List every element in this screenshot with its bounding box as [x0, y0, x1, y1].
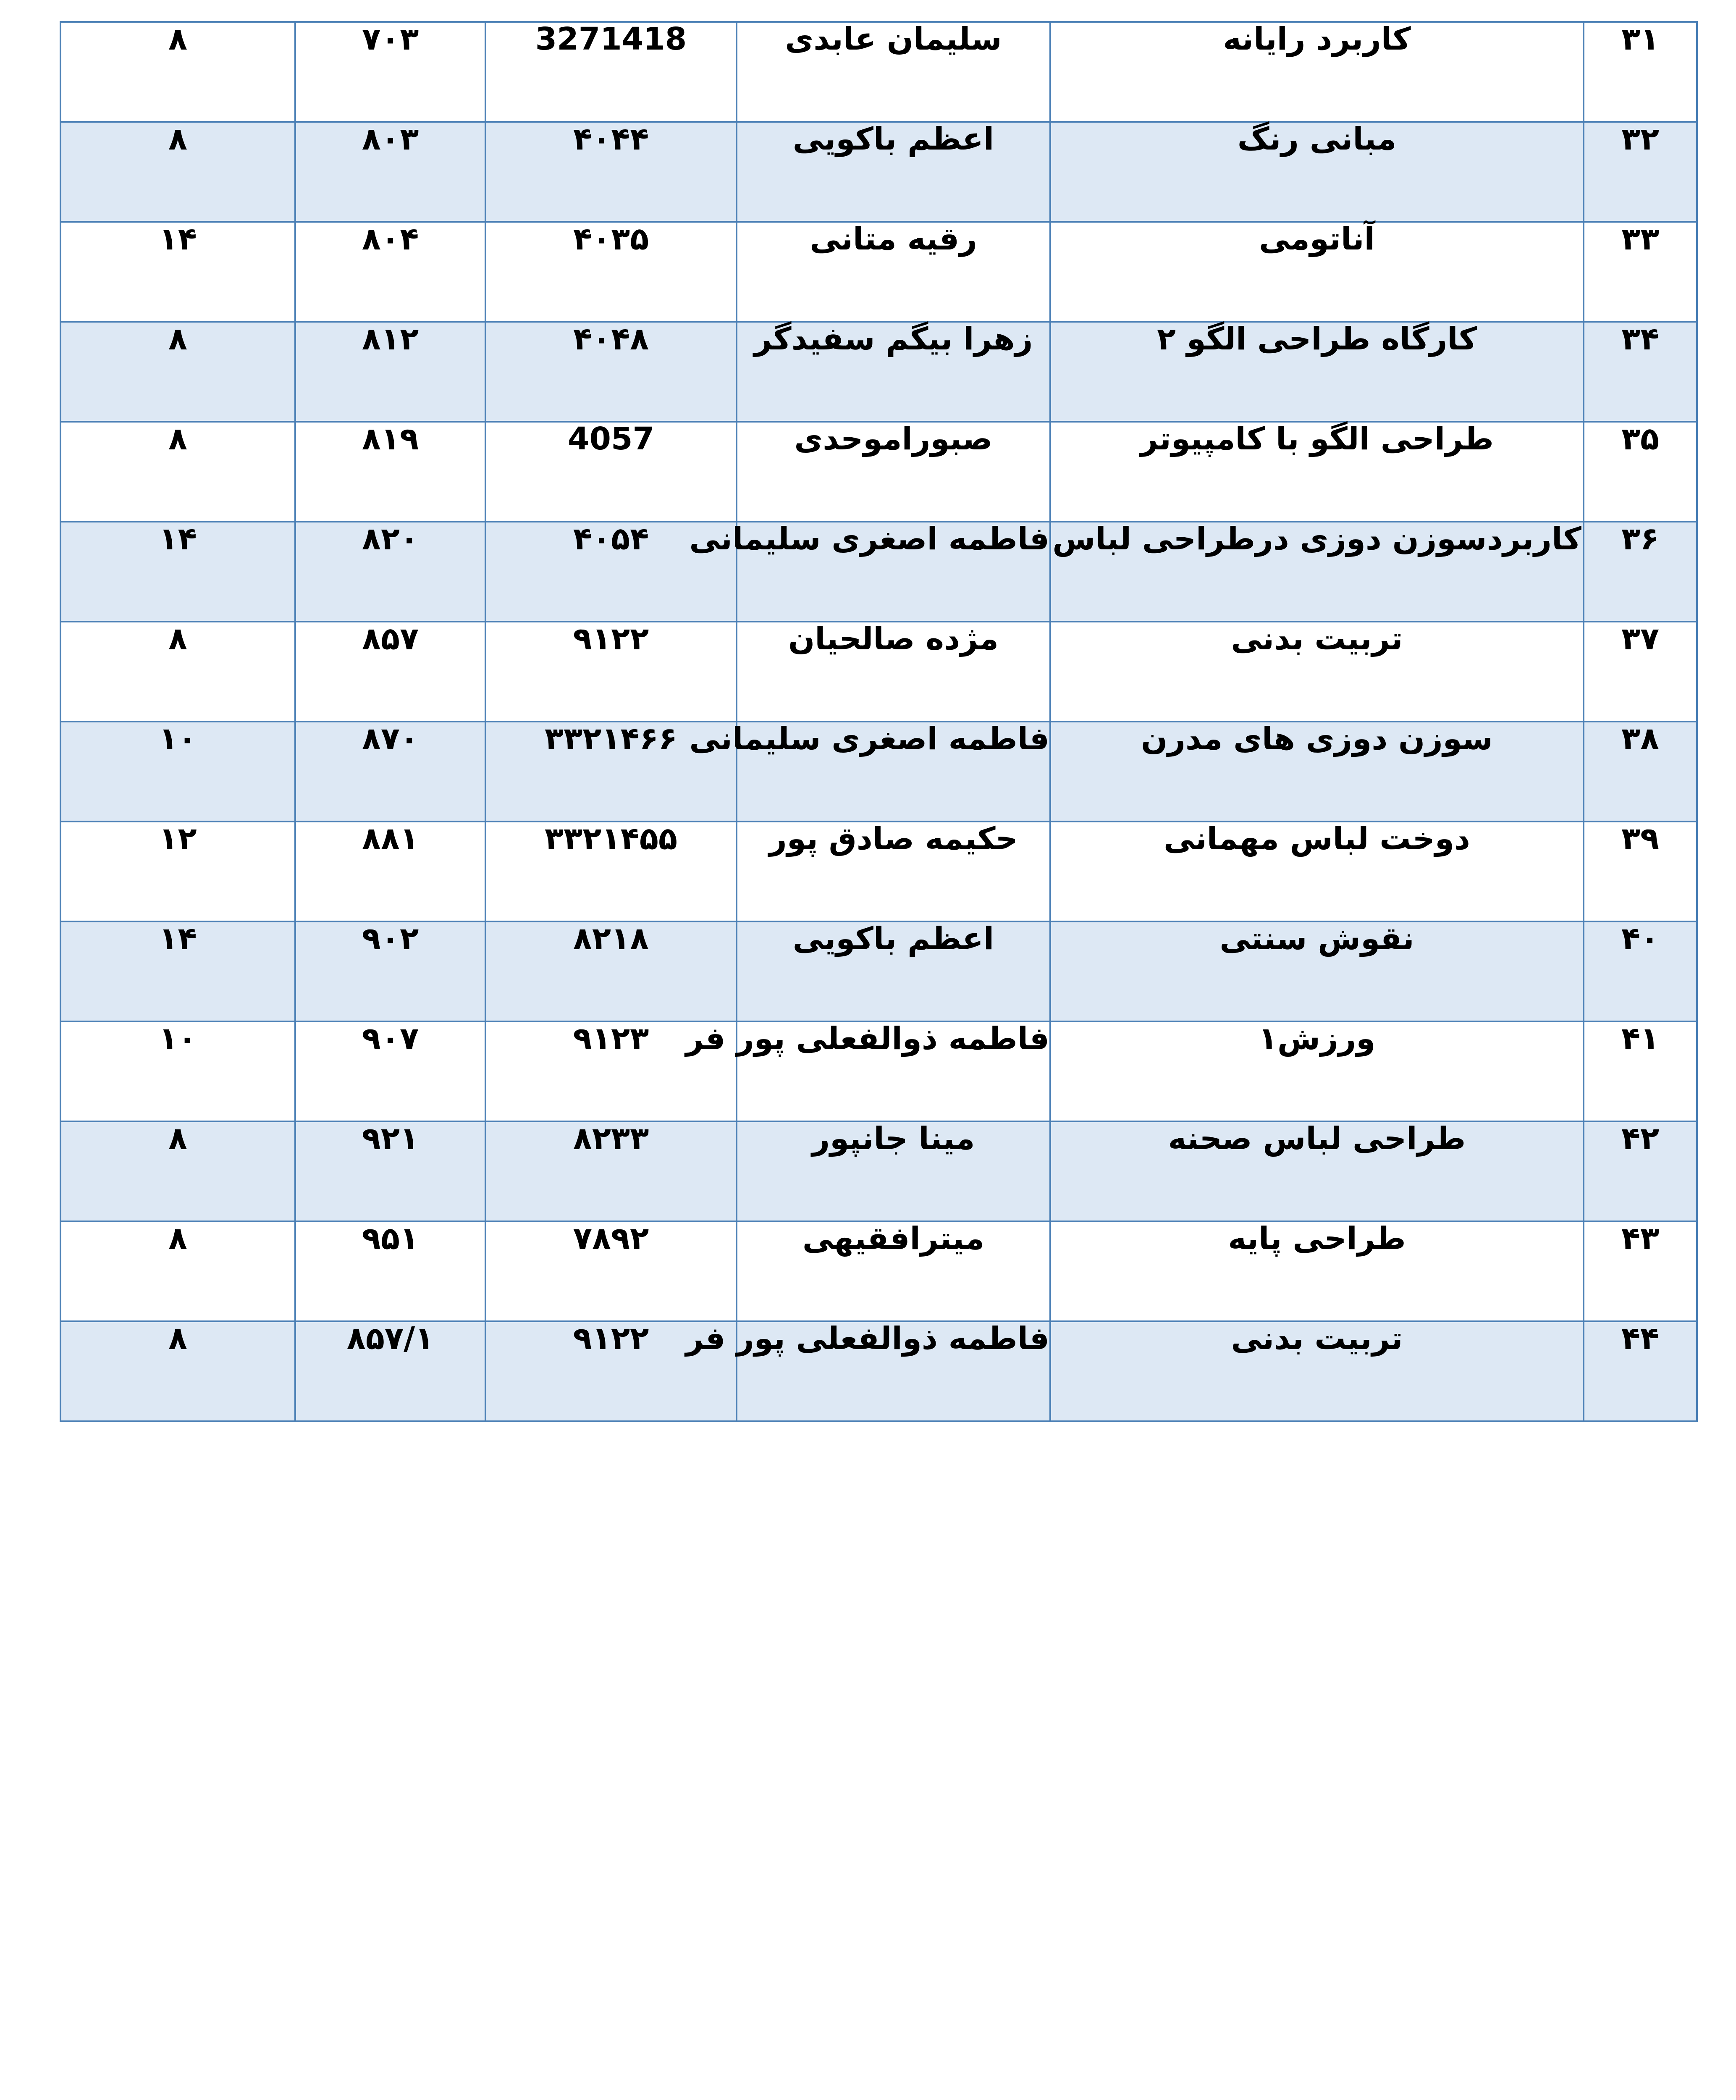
row-number-cell: ۳۲: [1584, 122, 1697, 222]
teacher-name-cell: فاطمه ذوالفعلی پور فر: [737, 1321, 1050, 1421]
hours-cell: ۸: [60, 1321, 295, 1421]
table-row: [60, 1221, 1697, 1321]
course-code-cell: ۳۳۲۱۴۶۶: [485, 722, 737, 822]
table-body: [60, 22, 1697, 1421]
class-number-cell: ۸۰۴: [295, 222, 485, 322]
hours-cell: ۸: [60, 22, 295, 122]
table-row: [60, 522, 1697, 622]
hours-cell: ۱۴: [60, 522, 295, 622]
teacher-name-cell: مینا جانپور: [737, 1121, 1050, 1221]
teacher-name-cell: سلیمان عابدی: [737, 22, 1050, 122]
table-row: [60, 22, 1697, 122]
table-row: [60, 322, 1697, 422]
course-title-cell: کارگاه طراحی الگو ۲: [1050, 322, 1584, 422]
course-code-cell: ۴۰۴۸: [485, 322, 737, 422]
table-row: [60, 122, 1697, 222]
class-number-cell: ۹۲۱: [295, 1121, 485, 1221]
row-number-cell: ۳۹: [1584, 822, 1697, 921]
row-number-cell: ۳۱: [1584, 22, 1697, 122]
teacher-name-cell: فاطمه اصغری سلیمانی: [737, 722, 1050, 822]
class-number-cell: ۷۰۳: [295, 22, 485, 122]
row-number-cell: ۴۱: [1584, 1021, 1697, 1121]
teacher-name-cell: اعظم باکویی: [737, 122, 1050, 222]
table-row: [60, 921, 1697, 1021]
course-code-cell: ۹۱۲۲: [485, 622, 737, 722]
course-code-cell: ۸۲۱۸: [485, 921, 737, 1021]
course-code-cell: ۴۰۴۴: [485, 122, 737, 222]
course-code-cell: ۴۰۳۵: [485, 222, 737, 322]
schedule-sheet: [60, 21, 1686, 1422]
row-number-cell: ۴۴: [1584, 1321, 1697, 1421]
teacher-name-cell: صبوراموحدی: [737, 422, 1050, 522]
class-number-cell: ۹۵۱: [295, 1221, 485, 1321]
row-number-cell: ۳۴: [1584, 322, 1697, 422]
table-row: [60, 422, 1697, 522]
class-number-cell: ۸۱۹: [295, 422, 485, 522]
class-number-cell: ۸۰۳: [295, 122, 485, 222]
teacher-name-cell: فاطمه ذوالفعلی پور فر: [737, 1021, 1050, 1121]
table-row: [60, 822, 1697, 921]
course-code-cell: 3271418: [485, 22, 737, 122]
hours-cell: ۱۲: [60, 822, 295, 921]
course-title-cell: دوخت لباس مهمانی: [1050, 822, 1584, 921]
hours-cell: ۱۰: [60, 1021, 295, 1121]
course-title-cell: ورزش۱: [1050, 1021, 1584, 1121]
table-row: [60, 722, 1697, 822]
class-number-cell: ۸۵۷/۱: [295, 1321, 485, 1421]
table-row: [60, 222, 1697, 322]
course-code-cell: ۳۳۲۱۴۵۵: [485, 822, 737, 921]
row-number-cell: ۳۳: [1584, 222, 1697, 322]
course-title-cell: تربیت بدنی: [1050, 622, 1584, 722]
hours-cell: ۱۰: [60, 722, 295, 822]
course-code-cell: ۹۱۲۳: [485, 1021, 737, 1121]
course-schedule-table: [60, 21, 1698, 1422]
course-title-cell: طراحی لباس صحنه: [1050, 1121, 1584, 1221]
class-number-cell: ۹۰۲: [295, 921, 485, 1021]
row-number-cell: ۳۶: [1584, 522, 1697, 622]
course-title-cell: طراحی پایه: [1050, 1221, 1584, 1321]
course-title-cell: طراحی الگو با کامپیوتر: [1050, 422, 1584, 522]
class-number-cell: ۹۰۷: [295, 1021, 485, 1121]
course-title-cell: کاربردسوزن دوزی درطراحی لباس: [1050, 522, 1584, 622]
hours-cell: ۱۴: [60, 921, 295, 1021]
class-number-cell: ۸۱۲: [295, 322, 485, 422]
row-number-cell: ۳۷: [1584, 622, 1697, 722]
row-number-cell: ۴۳: [1584, 1221, 1697, 1321]
row-number-cell: ۳۵: [1584, 422, 1697, 522]
course-title-cell: مبانی رنگ: [1050, 122, 1584, 222]
row-number-cell: ۳۸: [1584, 722, 1697, 822]
hours-cell: ۸: [60, 122, 295, 222]
row-number-cell: ۴۲: [1584, 1121, 1697, 1221]
course-code-cell: ۸۲۳۳: [485, 1121, 737, 1221]
table-row: [60, 1021, 1697, 1121]
course-title-cell: سوزن دوزی های مدرن: [1050, 722, 1584, 822]
class-number-cell: ۸۲۰: [295, 522, 485, 622]
course-title-cell: تربیت بدنی: [1050, 1321, 1584, 1421]
course-code-cell: 4057: [485, 422, 737, 522]
course-code-cell: ۹۱۲۲: [485, 1321, 737, 1421]
teacher-name-cell: میترافقیهی: [737, 1221, 1050, 1321]
course-code-cell: ۴۰۵۴: [485, 522, 737, 622]
class-number-cell: ۸۵۷: [295, 622, 485, 722]
teacher-name-cell: رقیه متانی: [737, 222, 1050, 322]
hours-cell: ۱۴: [60, 222, 295, 322]
hours-cell: ۸: [60, 1121, 295, 1221]
hours-cell: ۸: [60, 322, 295, 422]
course-title-cell: نقوش سنتی: [1050, 921, 1584, 1021]
teacher-name-cell: زهرا بیگم سفیدگر: [737, 322, 1050, 422]
course-code-cell: ۷۸۹۲: [485, 1221, 737, 1321]
class-number-cell: ۸۸۱: [295, 822, 485, 921]
hours-cell: ۸: [60, 622, 295, 722]
table-row: [60, 622, 1697, 722]
class-number-cell: ۸۷۰: [295, 722, 485, 822]
course-title-cell: کاربرد رایانه: [1050, 22, 1584, 122]
teacher-name-cell: فاطمه اصغری سلیمانی: [737, 522, 1050, 622]
table-row: [60, 1121, 1697, 1221]
hours-cell: ۸: [60, 1221, 295, 1321]
course-title-cell: آناتومی: [1050, 222, 1584, 322]
teacher-name-cell: اعظم باکویی: [737, 921, 1050, 1021]
hours-cell: ۸: [60, 422, 295, 522]
row-number-cell: ۴۰: [1584, 921, 1697, 1021]
teacher-name-cell: حکیمه صادق پور: [737, 822, 1050, 921]
teacher-name-cell: مژده صالحیان: [737, 622, 1050, 722]
table-row: [60, 1321, 1697, 1421]
